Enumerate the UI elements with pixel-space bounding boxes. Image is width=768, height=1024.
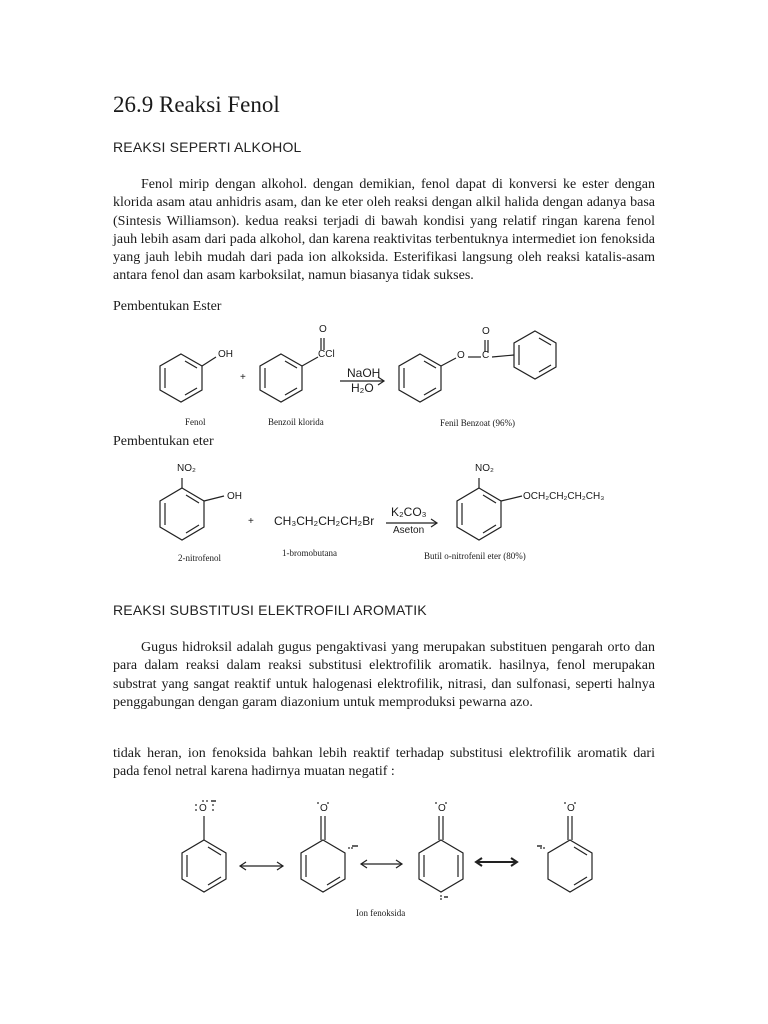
phenoxide-oxygen-3: O — [438, 803, 446, 814]
section-heading-alkohol: REAKSI SEPERTI ALKOHOL — [113, 139, 302, 155]
section-heading-substitusi: REAKSI SUBSTITUSI ELEKTROFILI AROMATIK — [113, 602, 427, 618]
ester-carbon-label: C — [482, 350, 490, 361]
plus-sign-ether: + — [248, 516, 254, 527]
label-butil-eter: Butil o-nitrofenil eter (80%) — [424, 551, 526, 561]
no2-left-label: NO₂ — [177, 463, 196, 474]
resonance-structure-2 — [301, 816, 345, 892]
label-fenil-benzoat: Fenil Benzoat (96%) — [440, 418, 515, 428]
acyl-chloride-label: CCl — [318, 349, 335, 360]
reagent-naoh: NaOH — [347, 366, 381, 380]
phenoxide-oxygen-1: O — [199, 803, 207, 814]
subheading-ester: Pembentukan Ester — [113, 299, 222, 314]
phenoxide-oxygen-2: O — [320, 803, 328, 814]
reagent-aseton: Aseton — [393, 525, 425, 536]
ester-oxygen-label: O — [457, 350, 465, 361]
paragraph-substitusi: Gugus hidroksil adalah gugus pengaktivasi yang merupakan substituen pengarah orto dan para dalam reaksi dalam reaksi substitusi elektrofilik aromatik. hasilnya, fenol merupakan substrat yang sangat reaktif untuk halogenasi elektrofilik, nitrasi, dan sulfonasi, seperti halnya penggabungan dengan garam diazonium untuk memproduksi pewarna azo. — [113, 640, 655, 710]
reagent-water: H₂O — [351, 381, 374, 395]
butoxy-group-label: OCH₂CH₂CH₂CH₃ — [523, 491, 605, 502]
plus-sign-ester: + — [240, 372, 246, 383]
paragraph-fenoksida: tidak heran, ion fenoksida bahkan lebih reaktif terhadap substitusi elektrofilik aromatik dari pada fenol netral karena hadirnya muatan negatif : — [113, 746, 655, 780]
nitrophenol-oh-label: OH — [227, 491, 242, 502]
reagent-k2co3: K₂CO₃ — [391, 505, 427, 519]
page-title: 26.9 Reaksi Fenol — [113, 92, 280, 117]
subheading-eter: Pembentukan eter — [113, 434, 214, 449]
phenoxide-oxygen-4: O — [567, 803, 575, 814]
label-benzoil-klorida: Benzoil klorida — [268, 417, 324, 427]
resonance-structure-1 — [182, 816, 226, 892]
label-1-bromobutana: 1-bromobutana — [282, 548, 337, 558]
no2-right-label: NO₂ — [475, 463, 494, 474]
resonance-structure-3 — [419, 816, 463, 892]
bromobutane-formula: CH₃CH₂CH₂CH₂Br — [274, 514, 375, 528]
label-ion-fenoksida: Ion fenoksida — [356, 908, 406, 918]
phenol-oh-label: OH — [218, 349, 233, 360]
label-fenol: Fenol — [185, 417, 206, 427]
paragraph-alkohol: Fenol mirip dengan alkohol. dengan demikian, fenol dapat di konversi ke ester dengan klorida asam atau anhidris asam, dan ke eter oleh reaksi dengan alkil halida dengan adanya basa (Sintesis Williamson). kedua reaksi terjadi di bawah kondisi yang relatif ringan karena fenol jauh lebih asam dari pada alkohol, dan karena reaktivitas terbentuknya intermediet ion fenoksida yang jauh lebih mudah dari pada ion alkoksida. Esterifikasi langsung oleh reaksi katalis-asam antara fenol dan asam karboksilat, namun biasanya tidak sukses. — [113, 177, 655, 284]
ester-carbonyl-oxygen-label: O — [482, 326, 490, 337]
label-2-nitrofenol: 2-nitrofenol — [178, 553, 221, 563]
carbonyl-oxygen-label: O — [319, 324, 327, 335]
lone-pair-dots — [195, 800, 576, 900]
resonance-structure-4 — [548, 816, 592, 892]
